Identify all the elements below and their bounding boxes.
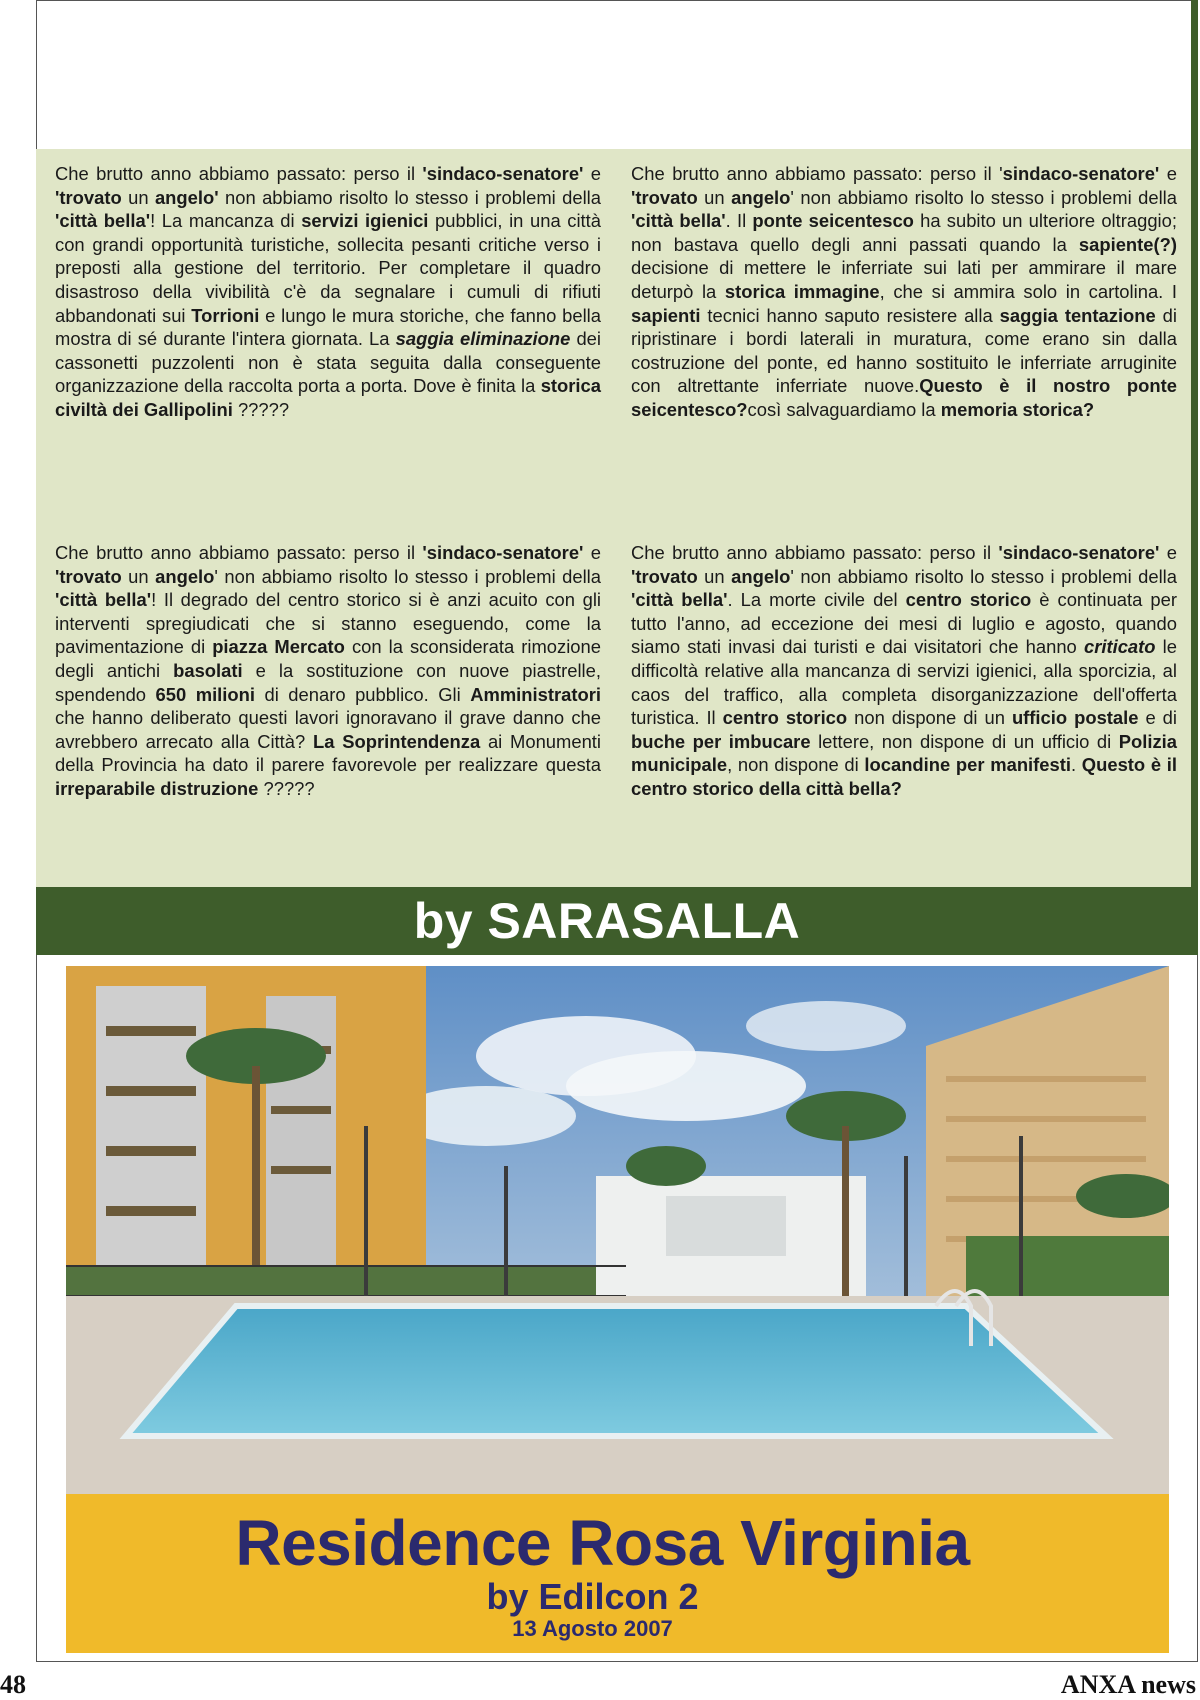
article-emphasis: 650 milioni — [155, 683, 255, 705]
byline-band — [36, 887, 1198, 955]
article-emphasis: 'città bella' — [55, 210, 151, 232]
article-text: Che brutto anno abbiamo passato: perso il — [55, 542, 423, 563]
article-emphasis: sindaco-senatore' — [1002, 163, 1160, 184]
article-emphasis: Amministratori — [470, 683, 601, 705]
article-text: così salvaguardiamo la — [747, 398, 941, 420]
article-text: di ripristinare i bordi laterali in muratura, come erano sin dalla costruzione del ponte, ed hanno sostituito le inferriate arruginite con altrettante inferriate nuove. — [631, 304, 1177, 397]
article-emphasis: Questo è il nostro ponte seicentesco? — [631, 375, 1177, 420]
article-emphasis: 'trovato — [55, 565, 122, 587]
article-text: decisione di mettere le inferriate sui lati per ammirare il mare deturpò la — [631, 257, 1177, 302]
article-emphasis: servizi igienici — [301, 210, 429, 232]
article-text: non dispone di un — [847, 707, 1012, 729]
article-text: e di — [1138, 707, 1177, 729]
article-emphasis: angelo — [731, 186, 791, 208]
article-text: ' non abbiamo risolto lo stesso i problemi della — [790, 186, 1177, 208]
article-emphasis: locandine per manifesti — [864, 754, 1071, 776]
article-emphasis: saggia tentazione — [999, 304, 1156, 326]
article-text: Che brutto anno abbiamo passato: perso il — [55, 163, 423, 184]
article-text: le difficoltà relative alla mancanza di servizi igienici, alla sporcizia, al caos del traffico, alla completa disorganizzazione dell'offerta turistica. Il — [631, 636, 1177, 729]
article-text: . — [1070, 754, 1082, 776]
article-text: e — [583, 163, 602, 184]
article-emphasis: angelo — [155, 565, 215, 587]
article-emphasis: sapienti — [631, 304, 701, 326]
article-text: e — [583, 542, 602, 563]
article-text: Che brutto anno abbiamo passato: perso il — [631, 542, 999, 563]
ad-subtitle: by Edilcon 2 — [486, 1576, 699, 1617]
article-text: . Il — [725, 210, 753, 232]
article-text: e la sostituzione con nuove piastrelle, spendendo — [55, 659, 601, 705]
article-text: ai Monumenti della Provincia ha dato il parere favorevole per realizzare questa — [55, 730, 602, 776]
article-emphasis: La Soprintendenza — [313, 730, 481, 752]
article-emphasis: 'trovato — [631, 565, 698, 587]
article-text: . La morte civile del — [727, 589, 906, 611]
article-text: un — [697, 186, 732, 208]
article-emphasis: 'sindaco-senatore' — [422, 163, 584, 184]
article-emphasis: ponte seicentesco — [752, 210, 914, 232]
article-text: , che si ammira solo in cartolina. I — [879, 280, 1177, 302]
ad-title: Residence Rosa Virginia — [235, 1507, 970, 1579]
article-emphasis: centro storico — [905, 589, 1032, 611]
article-text: un — [121, 186, 155, 208]
article-emphasis: storica civiltà dei Gallipolini — [55, 375, 601, 420]
article-emphasis: 'sindaco-senatore' — [998, 542, 1160, 563]
article-text: ha subito un ulteriore oltraggio; non bastava quello degli anni passati quando la — [631, 210, 1177, 255]
article-text: con la sconsiderata rimozione degli antichi — [55, 636, 601, 681]
article-emphasis: criticato — [1083, 636, 1156, 658]
article-emphasis: centro storico — [722, 707, 848, 729]
article-emphasis: buche per imbucare — [631, 730, 811, 752]
article-text: e lungo le mura storiche, che fanno bella mostra di sé durante l'intera giornata. La — [55, 304, 601, 350]
article-emphasis: 'trovato — [631, 186, 698, 208]
article-text: ????? — [258, 777, 315, 799]
article-text: non abbiamo risolto lo stesso i problemi della — [218, 186, 601, 208]
article-text: e — [1159, 163, 1177, 184]
ad-date: 13 Agosto 2007 — [512, 1616, 673, 1641]
article-text: e — [1159, 542, 1178, 563]
article-text: ! La mancanza di — [150, 210, 302, 232]
article-emphasis: sapiente(?) — [1078, 233, 1177, 255]
residence-pool-photo — [66, 966, 1169, 1494]
right-accent-bar — [1191, 0, 1198, 955]
article-emphasis: memoria storica? — [940, 398, 1095, 420]
article-emphasis: Questo è il centro storico della città bella? — [631, 754, 1177, 799]
article-text: che hanno deliberato questi lavori ignoravano il grave danno che avrebbero arrecato alla Città? — [55, 707, 601, 752]
article-text: di denaro pubblico. Gli — [254, 683, 471, 705]
article-text: Che brutto anno abbiamo passato: perso il ' — [631, 163, 1003, 184]
article-text: pubblici, in una città con grandi opportunità turistiche, sollecita pesanti critiche verso i preposti alla gestione del territorio. Per completare il quadro disastroso della vivibilità c'è da segnalare i cumuli di rifiuti abbandonati sui — [55, 210, 602, 326]
article-text: ! Il degrado del centro storico si è anzi acuito con gli interventi spregiudicati che si stanno eseguendo, come la pavimentazione di — [55, 589, 601, 658]
article-text: un — [697, 565, 732, 587]
article-text: un — [121, 565, 156, 587]
article-text: , non dispone di — [727, 754, 865, 776]
advertisement-banner — [66, 1494, 1169, 1653]
article-emphasis: 'città bella' — [55, 589, 152, 611]
article-emphasis: 'sindaco-senatore' — [422, 542, 584, 563]
article-emphasis: storica immagine — [724, 280, 880, 302]
article-emphasis: Torrioni — [191, 304, 260, 326]
article-text: ????? — [232, 398, 290, 420]
footer-brand: ANXA news — [1060, 1670, 1196, 1699]
article-emphasis: ufficio postale — [1011, 707, 1139, 729]
article-4 — [631, 541, 1177, 801]
article-emphasis: basolati — [173, 659, 243, 681]
article-2 — [631, 162, 1177, 422]
article-1 — [55, 162, 601, 422]
article-emphasis: 'città bella' — [631, 210, 726, 232]
article-text: è continuata per tutto l'anno, ad eccezione dei mesi di luglio e agosto, quando siamo stati invasi dai turisti e dai visitatori che hanno — [631, 589, 1177, 658]
byline-title: by SARASALLA — [413, 893, 801, 949]
article-text: dei cassonetti puzzolenti non è stata seguita dalla conseguente organizzazione della raccolta porta a porta. Dove è finita la — [55, 328, 601, 397]
article-emphasis: 'trovato — [55, 186, 122, 208]
article-emphasis: angelo — [731, 565, 791, 587]
article-text: ' non abbiamo risolto lo stesso i problemi della — [214, 565, 601, 587]
page-number: 48 — [0, 1670, 26, 1699]
article-emphasis: irreparabile distruzione — [55, 777, 259, 799]
article-emphasis: 'città bella' — [631, 589, 728, 611]
article-emphasis: angelo' — [154, 186, 219, 208]
article-emphasis: saggia eliminazione — [395, 328, 571, 350]
article-emphasis: piazza Mercato — [212, 636, 345, 658]
article-text: lettere, non dispone di un ufficio di — [810, 730, 1119, 752]
article-text: tecnici hanno saputo resistere alla — [700, 304, 1000, 326]
article-emphasis: Polizia municipale — [631, 730, 1178, 776]
article-3 — [55, 541, 601, 801]
article-text: ' non abbiamo risolto lo stesso i problemi della — [790, 565, 1177, 587]
